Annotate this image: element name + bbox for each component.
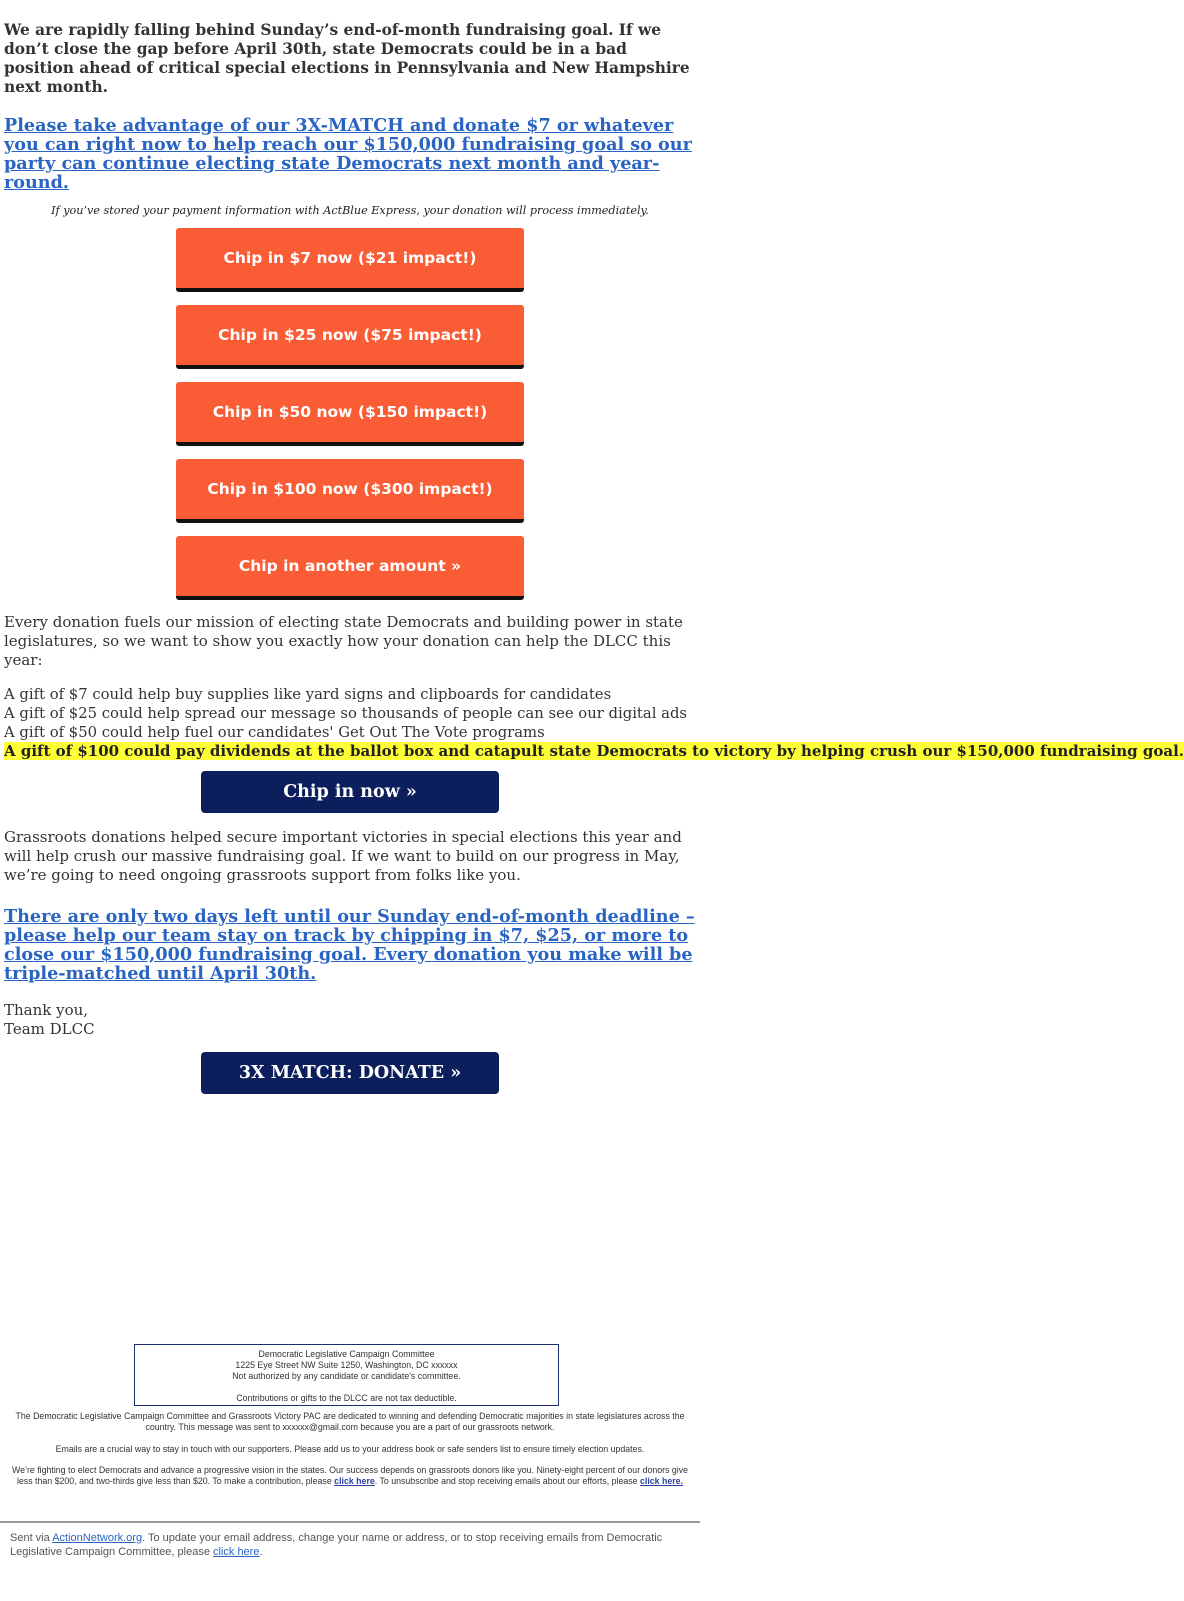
team-signature: Team DLCC xyxy=(4,1020,95,1038)
donation-button-list xyxy=(4,228,696,600)
actblue-note: If you’ve stored your payment information with ActBlue Express, your donation will process immediately. xyxy=(51,204,649,217)
org-name: Democratic Legislative Campaign Committee xyxy=(258,1349,435,1359)
grassroots-paragraph: Grassroots donations helped secure important victories in special elections this year and will help crush our massive fundraising goal. If we want to build on our progress in May, we’re going to need ongoing grassroots support from folks like you. xyxy=(4,828,682,884)
unsubscribe-click-here-link[interactable]: click here. xyxy=(639,1476,684,1486)
deadline-donate-link[interactable]: There are only two days left until our Sunday end-of-month deadline – please help our team stay on track by chipping in $7, $25, or more to close our $150,000 fundraising goal. Every donation you make will be triple-matched until April 30th. xyxy=(4,906,695,984)
donate-7-button[interactable]: Chip in $7 now ($21 impact!) xyxy=(176,228,524,292)
contribution-text: We’re fighting to elect Democrats and advance a progressive vision in the states. Our success depends on grassroots donors like you. Ninety-eight percent of our donors give less than $200, and two-thirds give less than $20. To make a contribution, please click here. To unsubscribe and stop receiving emails about our efforts, please click here. xyxy=(11,1465,689,1486)
chip-in-now-button[interactable]: Chip in now » xyxy=(201,771,499,813)
donate-other-amount-button[interactable]: Chip in another amount » xyxy=(176,536,524,600)
org-info-box xyxy=(134,1344,559,1406)
email-reminder-text: Emails are a crucial way to stay in touch with our supporters. Please add us to your address book or safe senders list to ensure timely election updates. xyxy=(55,1444,645,1454)
tax-disclaimer: Contributions or gifts to the DLCC are not tax deductible. xyxy=(236,1393,457,1403)
sign-off xyxy=(4,1001,696,1039)
update-preferences-link[interactable]: click here xyxy=(213,1546,260,1558)
gift-item-25: A gift of $25 could help spread our message so thousands of people can see our digital ads xyxy=(4,705,688,722)
match-donate-button[interactable]: 3X MATCH: DONATE » xyxy=(201,1052,499,1094)
gift-list xyxy=(4,685,1184,761)
sent-via-text: Sent via ActionNetwork.org. To update your email address, change your name or address, or to stop receiving emails from Democratic Legislative Campaign Committee, please click here. xyxy=(10,1532,663,1558)
footer-divider xyxy=(0,1521,700,1523)
authorization-disclaimer: Not authorized by any candidate or candidate's committee. xyxy=(232,1371,461,1381)
intro-paragraph: We are rapidly falling behind Sunday’s end-of-month fundraising goal. If we don’t close the gap before April 30th, state Democrats could be in a bad position ahead of critical special elections in Pennsylvania and New Hampshire next month. xyxy=(4,21,690,96)
donate-50-button[interactable]: Chip in $50 now ($150 impact!) xyxy=(176,382,524,446)
gift-item-50: A gift of $50 could help fuel our candidates' Get Out The Vote programs xyxy=(4,724,545,741)
donate-100-button[interactable]: Chip in $100 now ($300 impact!) xyxy=(176,459,524,523)
mission-paragraph: Every donation fuels our mission of electing state Democrats and building power in state legislatures, so we want to show you exactly how your donation can help the DLCC this year: xyxy=(4,613,683,669)
actionnetwork-link[interactable]: ActionNetwork.org xyxy=(52,1532,143,1544)
email-body xyxy=(0,21,1184,1094)
thanks-line: Thank you, xyxy=(4,1001,89,1019)
dedication-text: The Democratic Legislative Campaign Committee and Grassroots Victory PAC are dedicated to winning and defending Democratic majorities in state legislatures across the country. This message was sent to xxxxxx@gmail.com because you are a part of our grassroots network. xyxy=(15,1411,685,1432)
gift-item-100-highlight: A gift of $100 could pay dividends at the ballot box and catapult state Democrats to victory by helping crush our $150,000 fundraising goal. xyxy=(4,742,1184,760)
donate-25-button[interactable]: Chip in $25 now ($75 impact!) xyxy=(176,305,524,369)
org-address: 1225 Eye Street NW Suite 1250, Washington, DC xxxxxx xyxy=(235,1360,458,1370)
contribute-click-here-link[interactable]: click here xyxy=(334,1476,375,1486)
match-donate-link[interactable]: Please take advantage of our 3X-MATCH and donate $7 or whatever you can right now to help reach our $150,000 fundraising goal so our party can continue electing state Democrats next month and year-round. xyxy=(4,115,692,193)
gift-item-7: A gift of $7 could help buy supplies like yard signs and clipboards for candidates xyxy=(4,686,612,703)
